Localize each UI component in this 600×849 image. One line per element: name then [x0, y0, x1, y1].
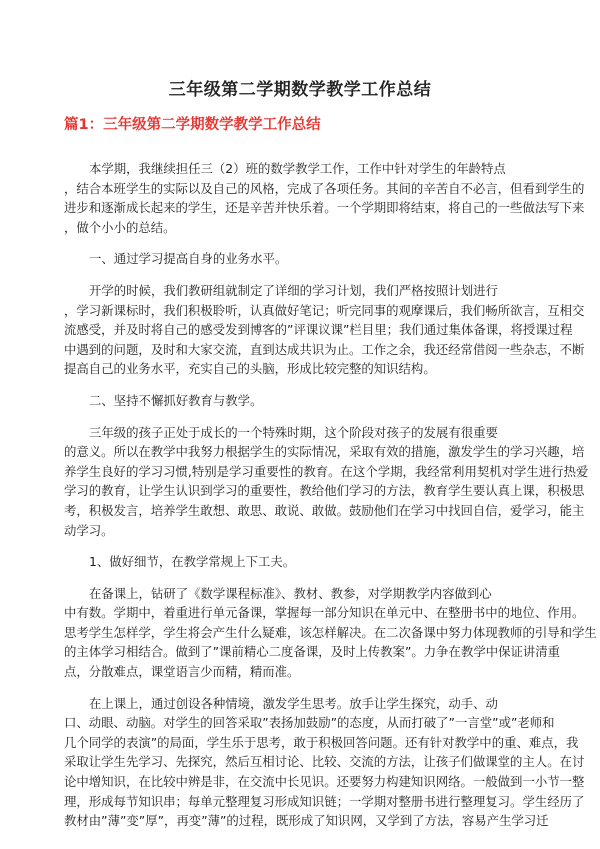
- paragraph: [64, 249, 536, 269]
- paragraph: [64, 423, 589, 541]
- paragraph-line: 点，分散难点，课堂语言少而精，精而准。: [64, 664, 300, 680]
- paragraph-line: 在上课上，通过创设各种情境，激发学生思考。放手让学生探究，动手、动: [89, 695, 498, 711]
- paragraph: [64, 159, 585, 237]
- paragraph-line: ，结合本班学生的实际以及自己的风格，完成了各项任务。其间的辛苦自不必言，但看到学生的: [64, 180, 585, 196]
- section-heading: 篇1：三年级第二学期数学教学工作总结: [64, 117, 321, 133]
- paragraph-line: 进步和逐渐成长起来的学生，还是辛苦并快乐着。一个学期即将结束，将自己的一些做法写下来: [64, 200, 585, 216]
- paragraph-line: 提高自己的业务水平，充实自己的头脑，形成比较完整的知识结构。: [64, 361, 436, 377]
- paragraph-line: ，做个小小的总结。: [64, 219, 176, 235]
- paragraph-line: 在备课上，钻研了《数学课程标准》、教材、教参，对学期教学内容做到心: [89, 585, 492, 601]
- paragraph-line: 养学生良好的学习习惯,特别是学习重要性的教育。在这个学期，我经常利用契机对学生进行热爱: [64, 463, 589, 479]
- paragraph: [64, 552, 536, 572]
- paragraph-line: 的主体学习相结合。做到了”课前精心二度备课，及时上传教案”。力争在教学中保证讲清重: [64, 644, 561, 660]
- document-title: 三年级第二学期数学教学工作总结: [168, 80, 432, 100]
- paragraph-line: 中有数。学期中，着重进行单元备课，掌握每一部分知识在单元中、在整册书中的地位、作用。: [64, 605, 585, 621]
- paragraph-line: 论中增知识，在比较中辨是非，在交流中长见识。还要努力构建知识网络。一般做到一小节一整: [64, 774, 585, 790]
- paragraph-line: 考，积极发言，培养学生敢想、敢思、敢说、敢做。鼓励他们在学习中找回自信，爱学习，能主: [64, 502, 585, 518]
- paragraph-line: 流感受，并及时将自己的感受发到博客的”评课议课”栏目里；我们通过集体备课，将授课过程: [64, 322, 573, 338]
- paragraph-line: 教材由”薄”变”厚”，再变”薄”的过程，既形成了知识网，又学到了方法，容易产生学习迁: [64, 813, 549, 829]
- paragraph-line: 1、做好细节，在教学常规上下工夫。: [89, 554, 296, 570]
- paragraph-line: 学习的教育，让学生认识到学习的重要性，教给他们学习的方法，教育学生要认真上课，积极思: [64, 483, 585, 499]
- paragraph-line: 口、动眼、动脑。对学生的回答采取”表扬加鼓励”的态度，从而打破了”一言堂”或”老师和: [64, 715, 555, 731]
- paragraph-line: 几个同学的表演”的局面，学生乐于思考，敢于积极回答问题。还有针对教学中的重、难点，我: [64, 734, 579, 750]
- paragraph-line: ，学习新课标时，我们积极聆听，认真做好笔记；听完同事的观摩课后，我们畅所欲言，互相交: [64, 302, 585, 318]
- paragraph-line: 开学的时候，我们教研组就制定了详细的学习计划，我们严格按照计划进行: [89, 282, 498, 298]
- paragraph-line: 中遇到的问题，及时和大家交流，直到达成共识为止。工作之余，我还经常借阅一些杂志，不断: [64, 341, 585, 357]
- document-body: [64, 159, 597, 831]
- paragraph: [64, 281, 585, 379]
- paragraph-line: 动学习。: [64, 522, 114, 538]
- paragraph-line: 三年级的孩子正处于成长的一个特殊时期，这个阶段对孩子的发展有很重要: [89, 424, 498, 440]
- paragraph: [64, 694, 585, 831]
- paragraph: [64, 584, 597, 682]
- paragraph-line: 采取让学生先学习、先探究，然后互相讨论、比较、交流的方法，让孩子们做课堂的主人。在讨: [64, 754, 585, 770]
- paragraph: [64, 391, 536, 411]
- paragraph-line: 本学期，我继续担任三（2）班的数学教学工作，工作中针对学生的年龄特点: [89, 161, 506, 176]
- paragraph-line: 二、坚持不懈抓好教育与教学。: [89, 392, 263, 408]
- paragraph-line: 的意义。所以在教学中我努力根据学生的实际情况，采取有效的措施，激发学生的学习兴趣，培: [64, 444, 585, 460]
- paragraph-line: 一、通过学习提高自身的业务水平。: [89, 251, 288, 267]
- paragraph-line: 思考学生怎样学，学生将会产生什么疑难，该怎样解决。在二次备课中努力体现教师的引导和学生: [64, 624, 597, 640]
- paragraph-line: 理，形成每节知识串；每单元整理复习形成知识链；一学期对整册书进行整理复习。学生经历了: [64, 793, 585, 809]
